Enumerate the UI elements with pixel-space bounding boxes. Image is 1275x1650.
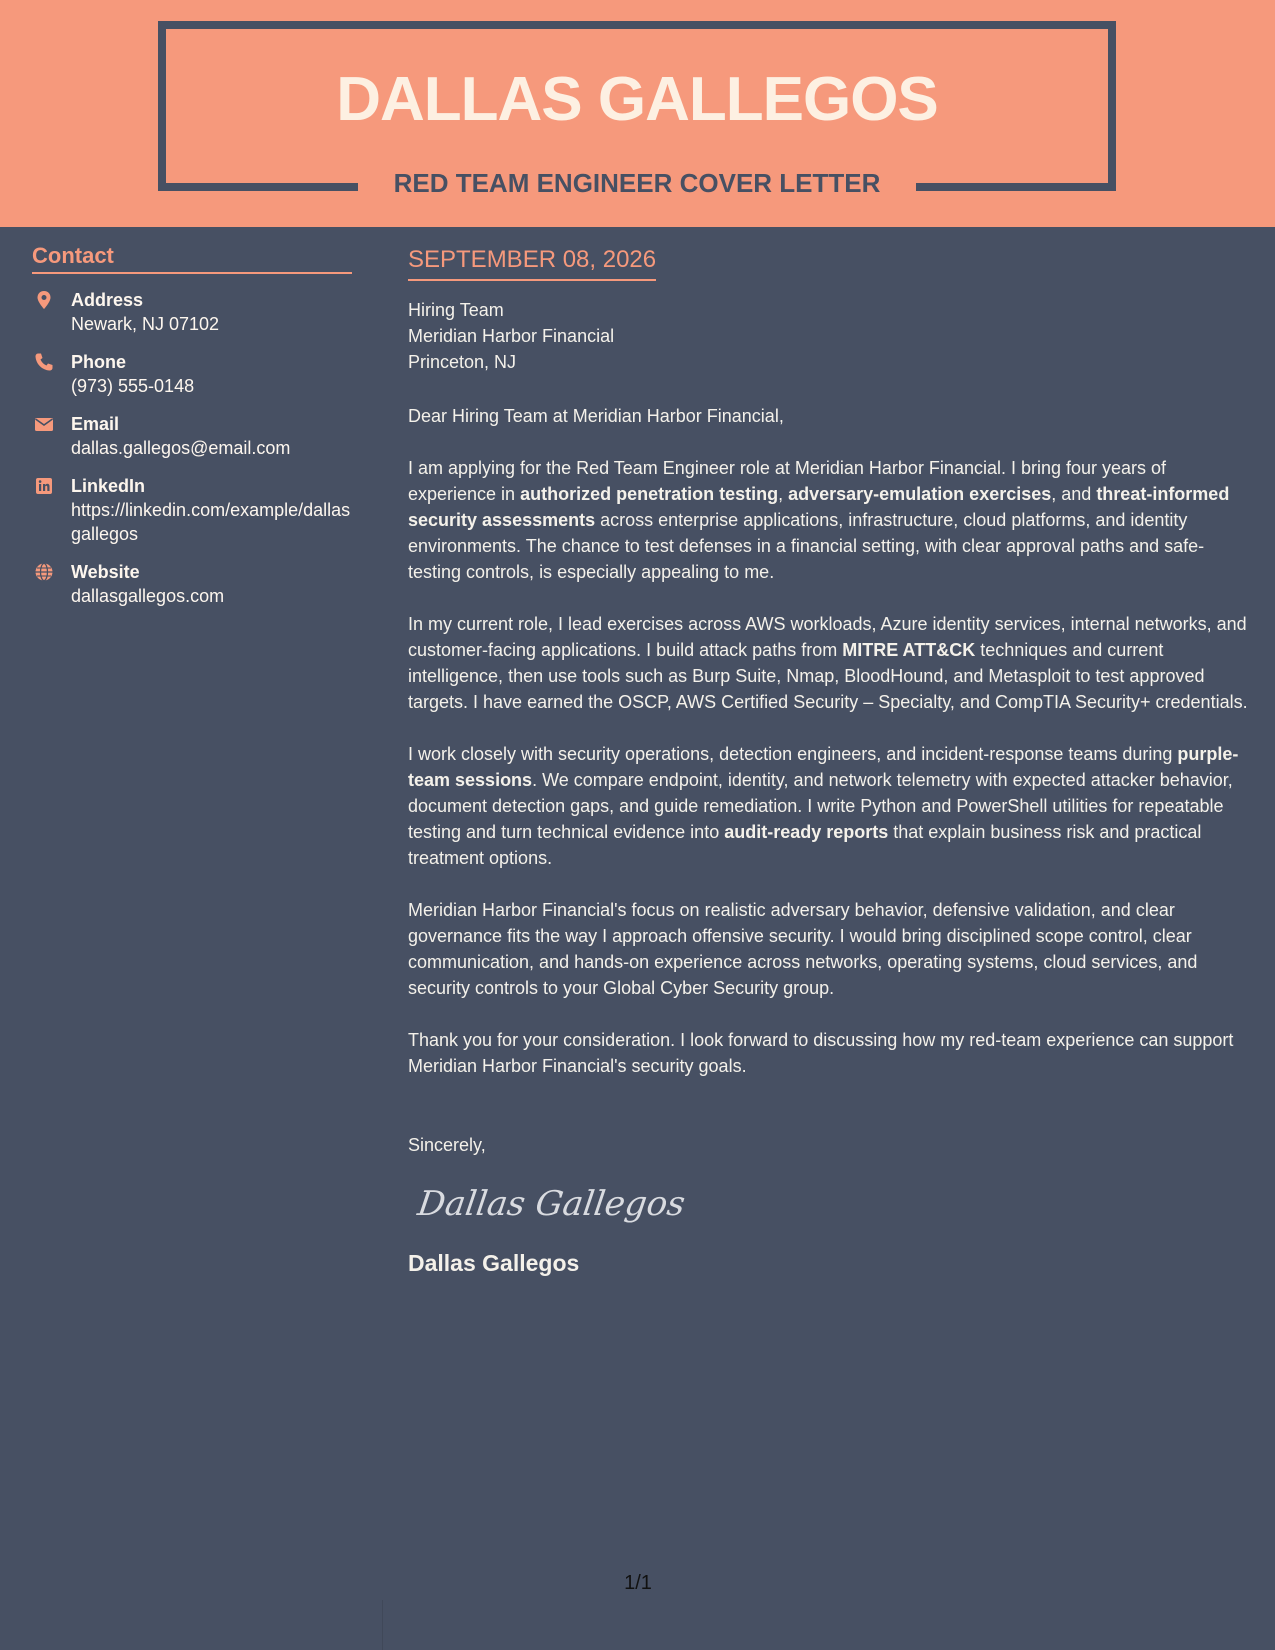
globe-icon (34, 562, 54, 582)
paragraph-text: In my current role, I lead exercises across AWS workloads, Azure identity services, internal networks, and customer-facing applications. I build attack paths from (408, 614, 1247, 660)
highlight-text: threat-informed security assessments (408, 484, 1230, 530)
page-number: 1/1 (624, 1572, 652, 1594)
highlight-text: authorized penetration testing (520, 484, 779, 504)
contact-linkedin (32, 474, 352, 546)
contact-website (32, 560, 352, 608)
map-pin-icon (34, 290, 54, 310)
contact-phone (32, 350, 352, 398)
contact-email (32, 412, 352, 460)
paragraph-5: Thank you for your consideration. I look forward to discussing how my red-team experience can support Meridian Harbor Financial's security goals. (408, 1030, 1234, 1076)
contact-label: Phone (71, 352, 127, 372)
recipient-line: Meridian Harbor Financial (408, 326, 615, 346)
phone-icon (34, 352, 54, 372)
signature-image: Dallas Gallegos (415, 1184, 688, 1224)
highlight-text: adversary-emulation exercises (788, 484, 1052, 504)
paragraph-text: that explain business risk and practical treatment options. (408, 822, 1202, 868)
signed-name: Dallas Gallegos (408, 1250, 580, 1276)
paragraph-text: , and (1051, 484, 1097, 504)
highlight-text: purple-team sessions (408, 744, 1239, 790)
paragraph-text: across enterprise applications, infrastructure, cloud platforms, and identity environments. The chance to test defenses in a financial setting, with clear approval paths and safe-testing controls, is especially appealing to me. (408, 510, 1205, 582)
applicant-name: DALLAS GALLEGOS (336, 65, 938, 134)
highlight-text: audit-ready reports (724, 822, 889, 842)
header-banner (0, 0, 1275, 227)
contact-label: Address (71, 290, 144, 310)
linkedin-icon (34, 476, 54, 496)
salutation: Dear Hiring Team at Meridian Harbor Financial, (408, 406, 784, 426)
paragraph-text: I work closely with security operations, detection engineers, and incident-response teams during (408, 744, 1178, 764)
header-frame-right-rule (916, 183, 1116, 191)
recipient-line: Hiring Team (408, 300, 504, 320)
paragraph-text: I am applying for the Red Team Engineer role at Meridian Harbor Financial. I bring four years of experience in (408, 458, 1167, 504)
paragraph-3 (408, 741, 1252, 871)
letter-body (408, 244, 1252, 1278)
recipient-block (408, 297, 1252, 375)
paragraph-text: . We compare endpoint, identity, and network telemetry with expected attacker behavior, document detection gaps, and guide remediation. I write Python and PowerShell utilities for repeatable testing and turn technical evidence into (408, 770, 1233, 842)
paragraph-text: techniques and current intelligence, then use tools such as Burp Suite, Nmap, BloodHound, and Metasploit to test approved targets. I have earned the OSCP, AWS Certified Security – Specialty, and CompTIA Security+ credentials. (408, 640, 1248, 712)
highlight-text: MITRE ATT&CK (842, 640, 976, 660)
paragraph-4: Meridian Harbor Financial's focus on realistic adversary behavior, defensive validation, and clear governance fits the way I approach offensive security. I would bring disciplined scope control, clear communication, and hands-on experience across networks, operating systems, cloud services, and security controls to your Global Cyber Security group. (408, 900, 1198, 998)
recipient-line: Princeton, NJ (408, 352, 517, 372)
contact-label: Website (71, 562, 140, 582)
contact-value: Newark, NJ 07102 (71, 314, 220, 334)
contact-heading: Contact (32, 242, 352, 274)
contact-value[interactable]: dallasgallegos.com (71, 586, 225, 606)
contact-sidebar (32, 242, 352, 608)
contact-label: Email (71, 414, 120, 434)
paragraph-1 (408, 455, 1252, 585)
column-divider (382, 1600, 383, 1650)
contact-address (32, 288, 352, 336)
paragraph-text: , (778, 484, 789, 504)
header-frame-left-rule (158, 183, 358, 191)
contact-value: (973) 555-0148 (71, 376, 195, 396)
contact-label: LinkedIn (71, 476, 146, 496)
closing: Sincerely, (408, 1135, 486, 1155)
envelope-icon (34, 414, 54, 434)
letter-date: SEPTEMBER 08, 2026 (408, 244, 656, 281)
contact-value: dallas.gallegos@email.com (71, 438, 291, 458)
contact-value[interactable]: https://linkedin.com/example/dallasgallegos (71, 500, 351, 544)
document-subtitle: RED TEAM ENGINEER COVER LETTER (393, 168, 881, 198)
paragraph-2 (408, 611, 1252, 715)
